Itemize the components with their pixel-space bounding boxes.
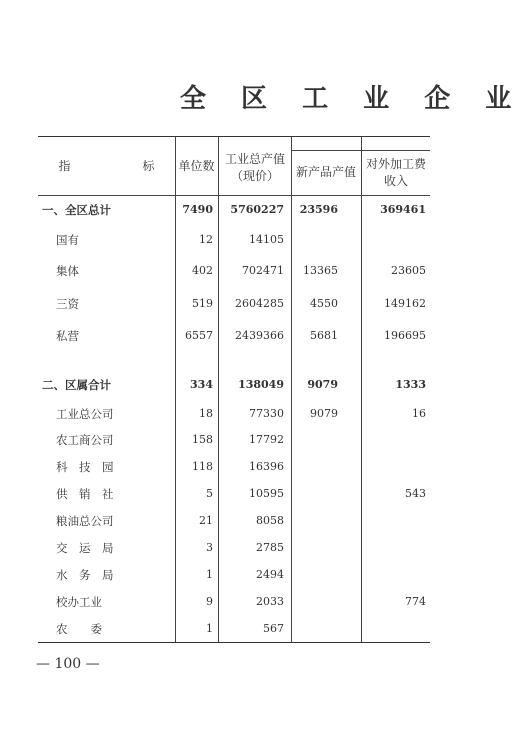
page-title: 全 区 工 业 企 业 (180, 84, 524, 114)
cell-output: 5760227 (230, 203, 284, 216)
cell-units: 9 (206, 595, 213, 608)
cell-output: 8058 (256, 514, 284, 527)
statistics-table (38, 136, 430, 643)
cell-units: 3 (206, 541, 213, 554)
cell-output: 138049 (238, 378, 284, 391)
cell-units: 118 (192, 460, 213, 473)
cell-output: 16396 (249, 460, 284, 473)
cell-units: 1 (206, 622, 213, 635)
cell-output: 702471 (242, 264, 284, 277)
cell-processing: 369461 (380, 203, 426, 216)
cell-processing: 23605 (391, 264, 426, 277)
row-name: 农工商公司 (56, 433, 114, 447)
cell-units: 402 (192, 264, 213, 277)
page-number: — 100 — (36, 656, 100, 672)
row-name: 一、全区总计 (42, 203, 111, 217)
cell-new-product: 23596 (299, 203, 338, 216)
row-name: 三资 (56, 297, 79, 311)
cell-output: 10595 (249, 487, 284, 500)
row-name: 科 技 园 (56, 460, 114, 474)
header-processing: 对外加工费收入 (365, 157, 426, 188)
row-name: 私营 (56, 329, 79, 343)
cell-processing: 1333 (395, 378, 426, 391)
header-indicator: 指 标 (58, 159, 155, 173)
cell-new-product: 9079 (310, 407, 338, 420)
cell-processing: 196695 (384, 329, 426, 342)
cell-output: 17792 (249, 433, 284, 446)
row-name: 交 运 局 (56, 541, 114, 555)
cell-output: 14105 (249, 233, 284, 246)
row-name: 校办工业 (56, 595, 102, 609)
cell-new-product: 13365 (303, 264, 338, 277)
cell-units: 1 (206, 568, 213, 581)
header-subrule (291, 150, 430, 151)
cell-processing: 149162 (384, 297, 426, 310)
column-divider (291, 137, 292, 642)
cell-output: 567 (263, 622, 284, 635)
cell-processing: 774 (405, 595, 426, 608)
cell-units: 6557 (185, 329, 213, 342)
header-rule (38, 195, 430, 196)
cell-output: 2604285 (235, 297, 284, 310)
cell-new-product: 9079 (307, 378, 338, 391)
cell-new-product: 4550 (310, 297, 338, 310)
row-name: 粮油总公司 (56, 514, 114, 528)
cell-processing: 16 (412, 407, 426, 420)
row-name: 集体 (56, 264, 79, 278)
cell-output: 2439366 (235, 329, 284, 342)
row-name: 二、区属合计 (42, 378, 111, 392)
cell-units: 519 (192, 297, 213, 310)
cell-processing: 543 (405, 487, 426, 500)
cell-output: 2494 (256, 568, 284, 581)
cell-units: 21 (199, 514, 213, 527)
row-name: 水 务 局 (56, 568, 114, 582)
row-name: 工业总公司 (56, 407, 114, 421)
cell-output: 2033 (256, 595, 284, 608)
row-name: 农 委 (56, 622, 102, 636)
header-new-product: 新产品产值 (295, 165, 356, 179)
cell-units: 334 (190, 378, 213, 391)
header-units: 单位数 (178, 159, 215, 173)
row-name: 供 销 社 (56, 487, 114, 501)
header-output: 工业总产值（现价） (224, 152, 285, 183)
cell-new-product: 5681 (310, 329, 338, 342)
cell-units: 5 (206, 487, 213, 500)
cell-units: 12 (199, 233, 213, 246)
row-name: 国有 (56, 233, 79, 247)
cell-units: 7490 (182, 203, 213, 216)
cell-output: 2785 (256, 541, 284, 554)
column-divider (218, 137, 219, 642)
cell-units: 18 (199, 407, 213, 420)
cell-units: 158 (192, 433, 213, 446)
cell-output: 77330 (249, 407, 284, 420)
